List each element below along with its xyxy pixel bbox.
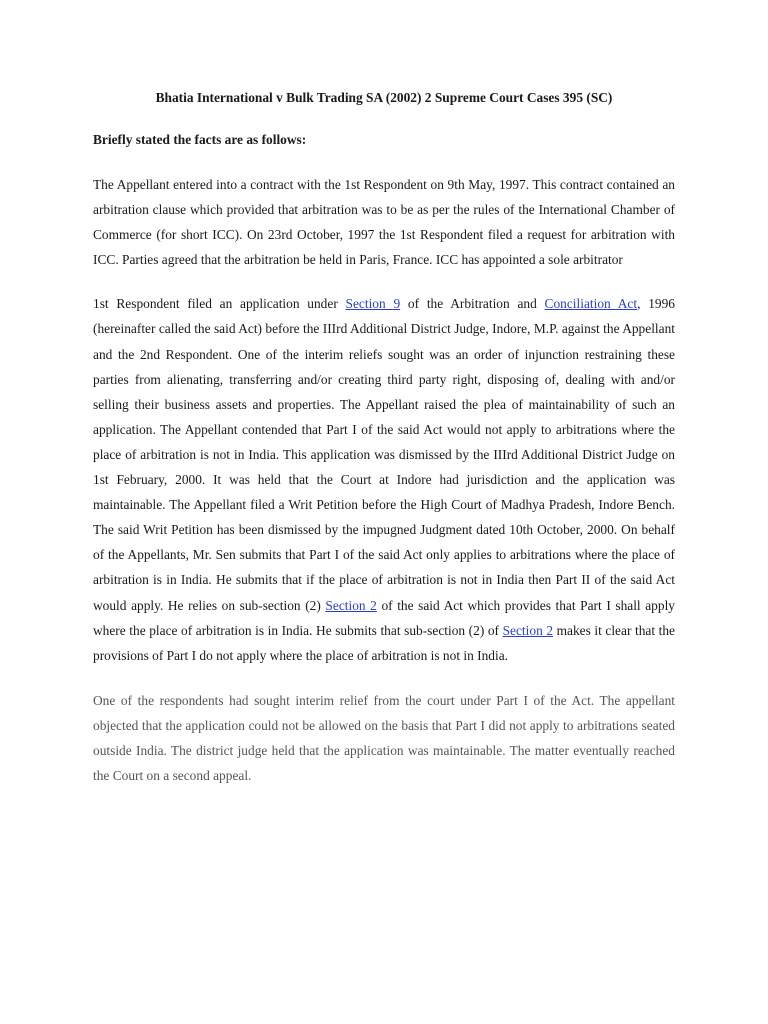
paragraph-contract-facts: The Appellant entered into a contract with the 1st Respondent on 9th May, 1997. This contract contained an arbitration clause which provided that arbitration was to be as per the rules of the International Chamber of Commerce (for short ICC). On 23rd October, 1997 the 1st Respondent filed a request for arbitration with ICC. Parties agreed that the arbitration be held in Paris, France. ICC has appointed a sole arbitrator — [93, 177, 675, 268]
facts-heading: Briefly stated the facts are as follows: — [93, 132, 307, 147]
case-title: Bhatia International v Bulk Trading SA (2002) 2 Supreme Court Cases 395 (SC) — [155, 90, 613, 105]
section-2-link[interactable]: Section 2 — [325, 597, 377, 613]
paragraph-text: of the Arbitration and — [400, 296, 545, 312]
section-9-link[interactable]: Section 9 — [345, 296, 401, 312]
paragraph-text: of the said Act which provides that Part I shall apply where the place of arbitration is in India. He submits that sub-section (2) of — [93, 597, 675, 638]
conciliation-act-link[interactable]: Conciliation Act — [544, 296, 638, 312]
paragraph-summary: One of the respondents had sought interim relief from the court under Part I of the Act. The appellant objected that the application could not be allowed on the basis that Part I did not apply to arbitrations seated outside India. The district judge held that the application was maintainable. The matter eventually reached the Court on a second appeal. — [93, 692, 675, 784]
paragraph-application-facts — [93, 291, 675, 667]
paragraph-text: makes it clear that the provisions of Part I do not apply where the place of arbitration is not in India. — [93, 622, 675, 663]
document-page — [93, 88, 675, 788]
section-2-link-second[interactable]: Section 2 — [502, 622, 554, 638]
paragraph-text: 1st Respondent filed an application under — [93, 296, 346, 312]
paragraph-text: , 1996 (hereinafter called the said Act) before the IIIrd Additional District Judge, Indore, M.P. against the Appellant and the 2nd Respondent. One of the interim reliefs sought was an order of injunction restraining these parties from alienating, transferring and/or creating third party right, disposing of, dealing with and/or selling their business assets and properties. The Appellant raised the plea of maintainability of such an application. The Appellant contended that Part I of the said Act would not apply to arbitrations where the place of arbitration is not in India. This application was dismissed by the IIIrd Additional District Judge on 1st February, 2000. It was held that the Court at Indore had jurisdiction and the application was maintainable. The Appellant filed a Writ Petition before the High Court of Madhya Pradesh, Indore Bench. The said Writ Petition has been dismissed by the impugned Judgment dated 10th October, 2000. On behalf of the Appellants, Mr. Sen submits that Part I of the said Act only applies to arbitrations where the place of arbitration is in India. He submits that if the place of arbitration is not in India then Part II of the said Act would apply. He relies on sub-section (2) — [93, 296, 675, 613]
